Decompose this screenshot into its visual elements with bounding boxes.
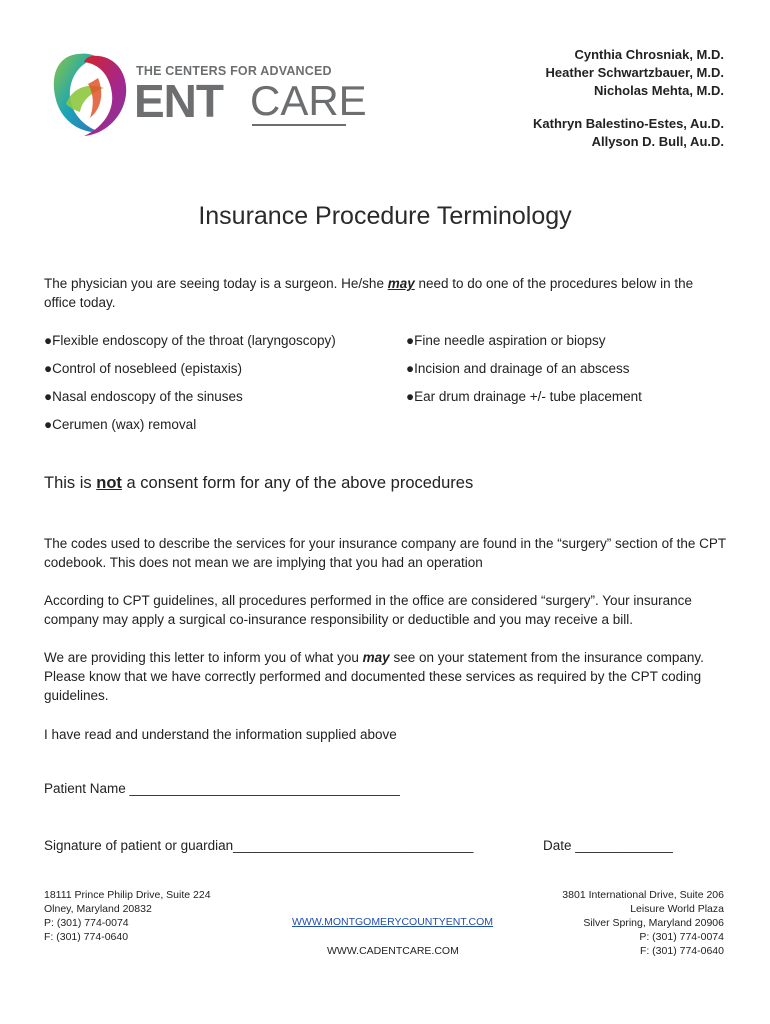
- procedure-item: ●Cerumen (wax) removal: [44, 417, 197, 432]
- codes-paragraph: The codes used to describe the services for your insurance company are found in the “surgery” section of the CPT codebook. This does not mean we are implying that you had an operation: [44, 536, 726, 570]
- practice-logo: [48, 48, 367, 143]
- logo-care: CARE: [250, 77, 367, 124]
- acknowledgement-text: I have read and understand the information supplied above: [44, 727, 397, 742]
- procedure-item: ●Nasal endoscopy of the sinuses: [44, 389, 243, 404]
- consent-notice: This is not a consent form for any of the above procedures: [44, 474, 474, 492]
- website-link[interactable]: WWW.MONTGOMERYCOUNTYENT.COM: [292, 916, 494, 928]
- signature-field[interactable]: Signature of patient or guardian________________________________: [44, 838, 474, 853]
- emphasis-not: not: [96, 474, 122, 492]
- intro-paragraph: The physician you are seeing today is a surgeon. He/she may need to do one of the procedures below in the office today.: [44, 276, 694, 310]
- logo-ent: ENT: [134, 75, 223, 127]
- office-address-olney: 18111 Prince Philip Drive, Suite 224 Olney, Maryland 20832 P: (301) 774-0074 F: (301) 774-0640: [44, 889, 211, 943]
- office-address-silver-spring: 3801 International Drive, Suite 206 Leisure World Plaza Silver Spring, Maryland 20906 P: (301) 774-0074 F: (301) 774-0640: [562, 889, 724, 957]
- procedure-item: ●Fine needle aspiration or biopsy: [406, 333, 606, 348]
- date-field[interactable]: Date _____________: [543, 838, 673, 853]
- patient-name-field[interactable]: Patient Name ____________________________________: [44, 781, 400, 796]
- audiologist-name: Kathryn Balestino-Estes, Au.D.: [533, 116, 724, 131]
- audiologist-name: Allyson D. Bull, Au.D.: [591, 134, 724, 149]
- website-text: WWW.CADENTCARE.COM: [327, 945, 459, 957]
- statement-paragraph: We are providing this letter to inform you of what you may see on your statement from the insurance company. Please know that we have correctly performed and documented these services as required by the CPT coding guidelines.: [44, 650, 704, 703]
- logo-underline: [252, 124, 346, 126]
- procedure-item: ●Flexible endoscopy of the throat (laryngoscopy): [44, 333, 336, 348]
- staff-list: [533, 46, 724, 151]
- emphasis-may: may: [387, 276, 415, 291]
- logo-tagline: THE CENTERS FOR ADVANCED: [136, 64, 332, 78]
- logo-mark-icon: [48, 48, 130, 140]
- physician-name: Cynthia Chrosniak, M.D.: [574, 47, 724, 62]
- emphasis-may: may: [362, 650, 390, 665]
- physician-name: Heather Schwartzbauer, M.D.: [545, 65, 724, 80]
- procedure-item: ●Ear drum drainage +/- tube placement: [406, 389, 642, 404]
- procedure-item: ●Incision and drainage of an abscess: [406, 361, 630, 376]
- procedure-item: ●Control of nosebleed (epistaxis): [44, 361, 243, 376]
- physician-name: Nicholas Mehta, M.D.: [593, 83, 724, 98]
- guidelines-paragraph: According to CPT guidelines, all procedures performed in the office are considered “surgery”. Your insurance company may apply a surgical co-insurance responsibility or deductible and you may receive a bill.: [44, 593, 692, 627]
- page-title: Insurance Procedure Terminology: [198, 202, 572, 230]
